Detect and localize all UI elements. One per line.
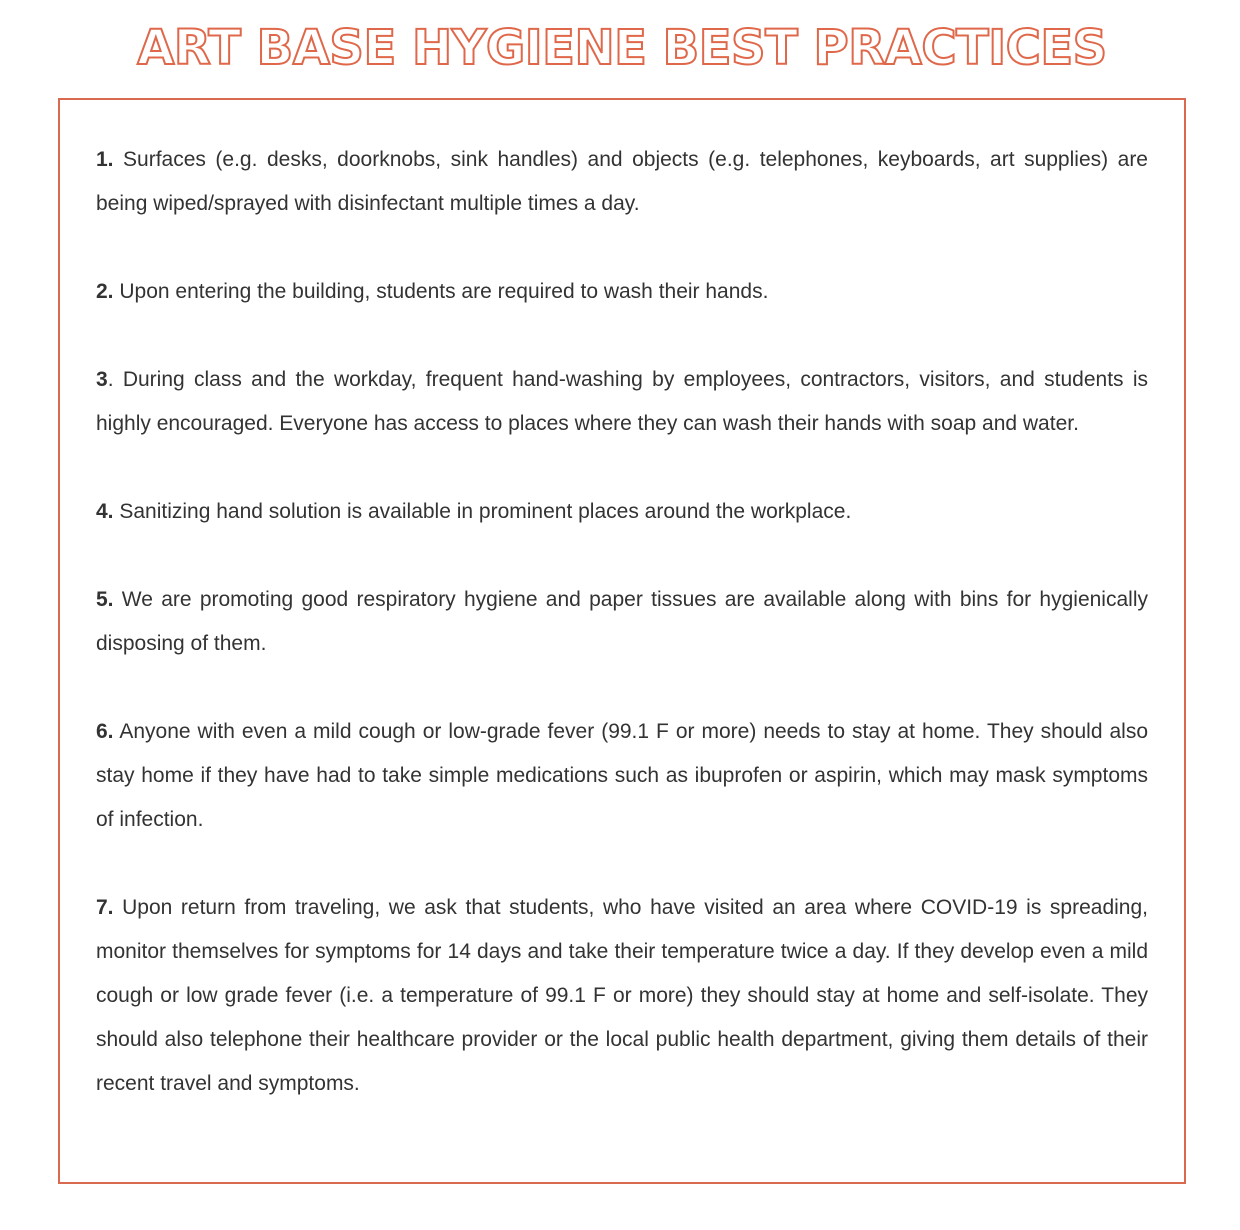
practice-number: 5. <box>96 588 114 611</box>
practice-item-2 <box>96 270 1148 314</box>
practice-number: 4. <box>96 500 114 523</box>
practice-item-3 <box>96 358 1148 446</box>
practice-item-1 <box>96 138 1148 226</box>
practice-number: 7. <box>96 896 114 919</box>
practice-text: . During class and the workday, frequent hand-washing by employees, contractors, visitors, and students is highly encouraged. Everyone has access to places where they can wash their hands with soap and water. <box>96 368 1148 435</box>
practice-list <box>96 138 1148 1150</box>
practice-number: 3 <box>96 368 108 391</box>
practice-number: 1. <box>96 148 114 171</box>
practice-item-4 <box>96 490 1148 534</box>
practice-text: Upon return from traveling, we ask that students, who have visited an area where COVID-19 is spreading, monitor themselves for symptoms for 14 days and take their temperature twice a day. If they develop even a mild cough or low grade fever (i.e. a temperature of 99.1 F or more) they should stay at home and self-isolate. They should also telephone their healthcare provider or the local public health department, giving them details of their recent travel and symptoms. <box>96 896 1148 1095</box>
practice-text: Upon entering the building, students are required to wash their hands. <box>113 280 769 303</box>
practice-item-5 <box>96 578 1148 666</box>
practice-text: We are promoting good respiratory hygiene and paper tissues are available along with bins for hygienically disposing of them. <box>96 588 1148 655</box>
practice-number: 2. <box>96 280 114 303</box>
page-title: ART BASE HYGIENE BEST PRACTICES <box>137 20 1107 76</box>
practice-item-6 <box>96 710 1148 842</box>
practice-item-7 <box>96 886 1148 1106</box>
practices-box <box>58 98 1186 1184</box>
practice-text: Anyone with even a mild cough or low-grade fever (99.1 F or more) needs to stay at home. They should also stay home if they have had to take simple medications such as ibuprofen or aspirin, which may mask symptoms of infection. <box>96 720 1148 831</box>
practice-text: Sanitizing hand solution is available in prominent places around the workplace. <box>113 500 852 523</box>
practice-text: Surfaces (e.g. desks, doorknobs, sink handles) and objects (e.g. telephones, keyboards, art supplies) are being wiped/sprayed with disinfectant multiple times a day. <box>96 148 1148 215</box>
practice-number: 6. <box>96 720 114 743</box>
